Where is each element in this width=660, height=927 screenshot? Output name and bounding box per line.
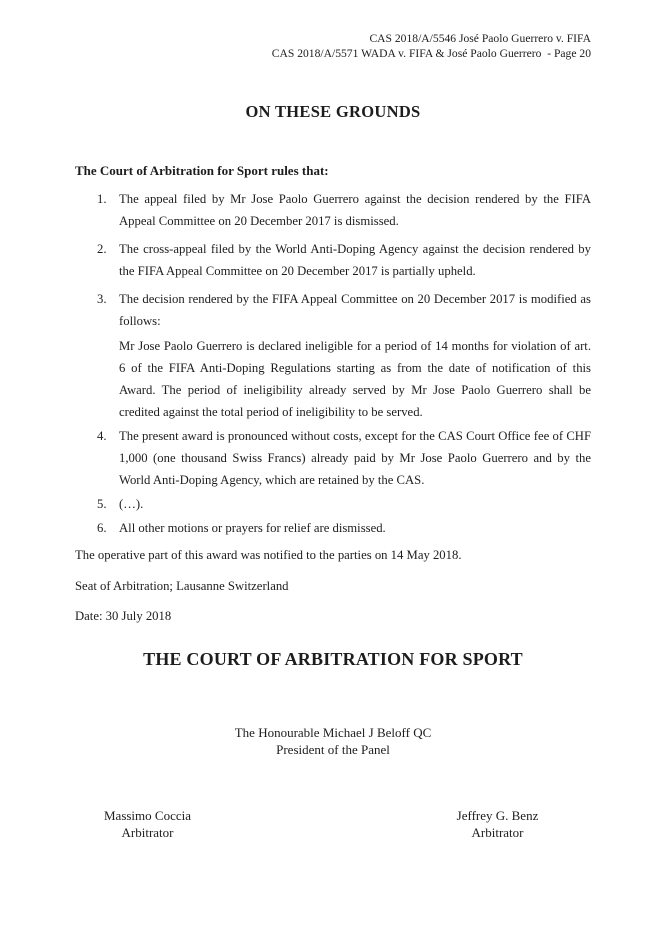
president-signature-block <box>75 724 591 758</box>
case-reference-line-1: CAS 2018/A/5546 José Paolo Guerrero v. FIFA <box>369 32 591 45</box>
arbitrator-signature-row <box>75 807 591 841</box>
ruling-number: 2. <box>97 242 107 256</box>
arbitrator-role: Arbitrator <box>471 825 524 840</box>
arbitrator-signature-right <box>425 807 570 841</box>
ruling-number: 6. <box>97 521 107 535</box>
arbitrator-name: Jeffrey G. Benz <box>456 808 539 823</box>
president-role: President of the Panel <box>276 742 390 757</box>
ruling-text: The present award is pronounced without costs, except for the CAS Court Office fee of CHF 1,000 (one thousand Swiss Francs) already paid by Mr Jose Paolo Guerrero and by the World Anti-Doping Agency, which are retained by the CAS. <box>119 429 591 487</box>
case-header <box>75 31 591 61</box>
court-title: THE COURT OF ARBITRATION FOR SPORT <box>143 649 523 669</box>
date-line: Date: 30 July 2018 <box>75 609 172 623</box>
section-title: ON THESE GROUNDS <box>245 102 421 121</box>
ruling-item-4 <box>75 425 591 491</box>
ruling-text: The appeal filed by Mr Jose Paolo Guerrero against the decision rendered by the FIFA Appeal Committee on 20 December 2017 is dismissed. <box>119 192 591 228</box>
ruling-text: All other motions or prayers for relief are dismissed. <box>119 521 386 535</box>
ruling-3-subparagraph: Mr Jose Paolo Guerrero is declared ineligible for a period of 14 months for violation of art. 6 of the FIFA Anti-Doping Regulations starting as from the date of notification of this Award. The period of ineligibility already served by Mr Jose Paolo Guerrero shall be credited against the total period of ineligibility to be served. <box>119 339 591 419</box>
ruling-text: (…). <box>119 497 144 511</box>
ruling-item-5 <box>75 493 591 515</box>
seat-of-arbitration-line: Seat of Arbitration; Lausanne Switzerland <box>75 579 289 593</box>
arbitrator-role: Arbitrator <box>121 825 174 840</box>
page-content <box>75 0 591 841</box>
president-name: The Honourable Michael J Beloff QC <box>234 725 432 740</box>
ruling-item-1 <box>75 188 591 232</box>
ruling-item-6 <box>75 517 591 539</box>
notification-paragraph: The operative part of this award was notified to the parties on 14 May 2018. <box>75 548 462 562</box>
ruling-text: The decision rendered by the FIFA Appeal Committee on 20 December 2017 is modified as follows: <box>119 292 591 328</box>
ruling-number: 4. <box>97 429 107 443</box>
ruling-item-2 <box>75 238 591 282</box>
ruling-item-3 <box>75 288 591 332</box>
ruling-number: 5. <box>97 497 107 511</box>
ruling-number: 1. <box>97 192 107 206</box>
arbitrator-signature-left <box>75 807 220 841</box>
ruling-intro: The Court of Arbitration for Sport rules that: <box>75 163 329 178</box>
ruling-text: The cross-appeal filed by the World Anti-Doping Agency against the decision rendered by the FIFA Appeal Committee on 20 December 2017 is partially upheld. <box>119 242 591 278</box>
arbitrator-name: Massimo Coccia <box>103 808 191 823</box>
case-reference-line-2: CAS 2018/A/5571 WADA v. FIFA & José Paolo Guerrero - Page 20 <box>271 47 591 60</box>
ruling-number: 3. <box>97 292 107 306</box>
